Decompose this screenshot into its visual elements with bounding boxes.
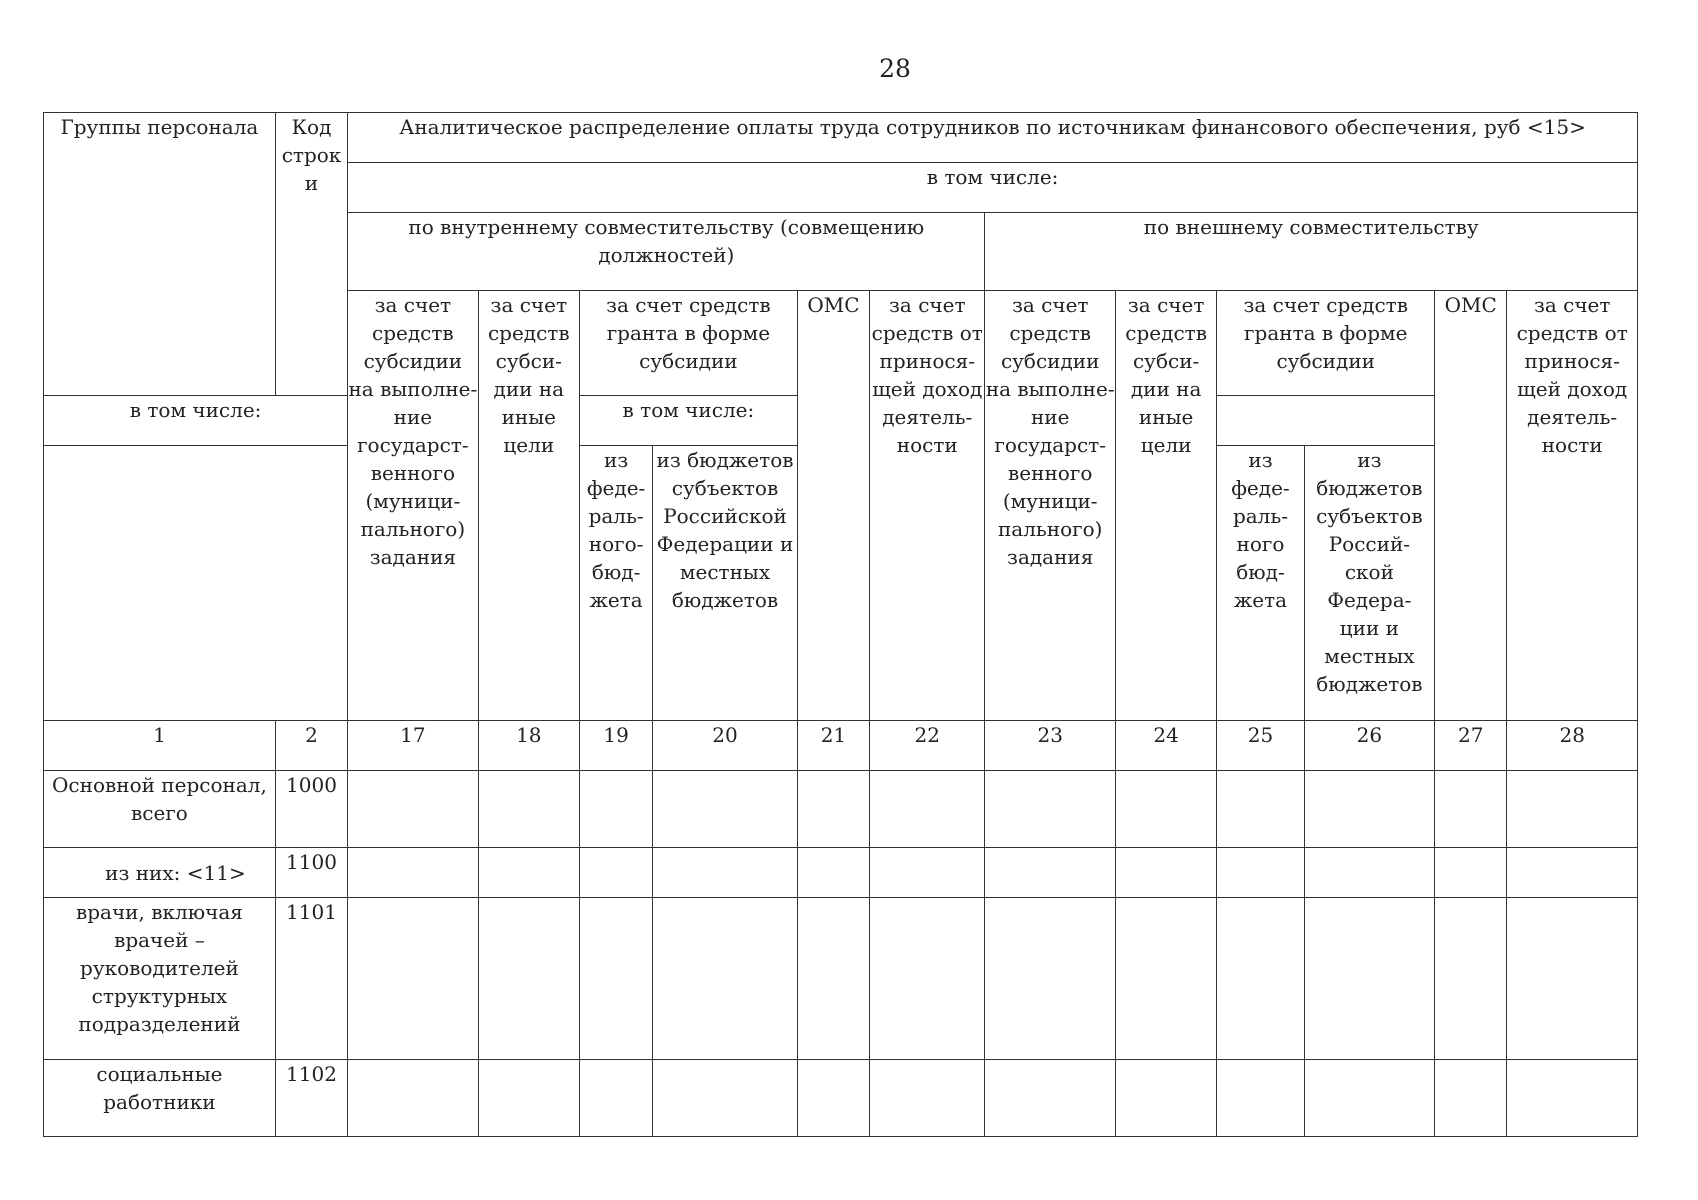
table-row — [44, 898, 1638, 1060]
int-grant-including: в том числе: — [44, 396, 348, 446]
int-federal: из феде- раль- ного- бюд- жета — [579, 446, 652, 721]
row-code: 1000 — [275, 771, 347, 848]
label-spacer — [44, 446, 348, 721]
row-code: 1101 — [275, 898, 347, 1060]
row-group: врачи, включая врачей – руководителей структурных подразделений — [44, 898, 276, 1060]
data-cell[interactable] — [348, 771, 478, 848]
data-cell[interactable] — [797, 1060, 869, 1137]
table-row — [44, 771, 1638, 848]
int-subsidy-other: за счет средств субси- дии на иные цели — [478, 291, 579, 721]
data-cell[interactable] — [1507, 771, 1638, 848]
ext-grant: за счет средств гранта в форме субсидии — [1217, 291, 1435, 396]
row-group: из них: <11> — [44, 848, 276, 898]
ext-subsidy-other: за счет средств субси- дии на иные цели — [1115, 291, 1216, 721]
int-subsidy-task: за счет средств субсидии на выполне- ние государст- венного (муници- пального) задания — [348, 291, 478, 721]
data-cell[interactable] — [653, 848, 798, 898]
data-cell[interactable] — [478, 771, 579, 848]
data-cell[interactable] — [478, 848, 579, 898]
data-cell[interactable] — [1115, 771, 1216, 848]
header-external: по внешнему совместительству — [985, 213, 1638, 291]
col-num: 24 — [1115, 721, 1216, 771]
col-num: 26 — [1304, 721, 1434, 771]
col-num: 25 — [1217, 721, 1304, 771]
data-cell[interactable] — [985, 898, 1115, 1060]
header-groups: Группы персонала — [44, 113, 276, 396]
row-group: Основной персонал, всего — [44, 771, 276, 848]
col-num: 27 — [1435, 721, 1507, 771]
data-cell[interactable] — [797, 771, 869, 848]
data-cell[interactable] — [478, 1060, 579, 1137]
data-cell[interactable] — [1435, 898, 1507, 1060]
data-cell[interactable] — [1217, 1060, 1304, 1137]
int-regional: из бюджетов субъектов Российской Федерации и местных бюджетов — [653, 446, 798, 721]
data-cell[interactable] — [985, 848, 1115, 898]
data-cell[interactable] — [1435, 771, 1507, 848]
int-oms: ОМС — [797, 291, 869, 721]
ext-regional: из бюджетов субъектов Россий- ской Федера- ции и местных бюджетов — [1304, 446, 1434, 721]
data-cell[interactable] — [1217, 898, 1304, 1060]
data-cell[interactable] — [1304, 771, 1434, 848]
data-cell[interactable] — [1507, 1060, 1638, 1137]
col-num: 20 — [653, 721, 798, 771]
ext-subsidy-task: за счет средств субсидии на выполне- ние государст- венного (муници- пального) задания — [985, 291, 1115, 721]
ext-federal: из феде- раль- ного бюд- жета — [1217, 446, 1304, 721]
data-cell[interactable] — [478, 898, 579, 1060]
data-cell[interactable] — [1115, 1060, 1216, 1137]
data-cell[interactable] — [1507, 848, 1638, 898]
ext-income: за счет средств от принося- щей доход деятель- ности — [1507, 291, 1638, 721]
header-including: в том числе: — [348, 163, 1638, 213]
data-cell[interactable] — [579, 898, 652, 1060]
data-cell[interactable] — [1115, 848, 1216, 898]
data-cell[interactable] — [348, 898, 478, 1060]
data-cell[interactable] — [985, 771, 1115, 848]
col-num: 22 — [870, 721, 985, 771]
col-num: 18 — [478, 721, 579, 771]
data-cell[interactable] — [870, 898, 985, 1060]
data-cell[interactable] — [870, 771, 985, 848]
data-cell[interactable] — [1217, 771, 1304, 848]
data-cell[interactable] — [797, 848, 869, 898]
col-num: 2 — [275, 721, 347, 771]
data-cell[interactable] — [1435, 1060, 1507, 1137]
int-grant: за счет средств гранта в форме субсидии — [579, 291, 797, 396]
row-group: социальные работники — [44, 1060, 276, 1137]
data-cell[interactable] — [653, 771, 798, 848]
col-num: 28 — [1507, 721, 1638, 771]
data-cell[interactable] — [1304, 898, 1434, 1060]
staff-payroll-table — [43, 112, 1638, 1137]
data-cell[interactable] — [653, 1060, 798, 1137]
data-cell[interactable] — [653, 898, 798, 1060]
data-cell[interactable] — [1304, 1060, 1434, 1137]
col-num: 19 — [579, 721, 652, 771]
data-cell[interactable] — [348, 848, 478, 898]
int-income: за счет средств от принося- щей доход деятель- ности — [870, 291, 985, 721]
data-cell[interactable] — [1217, 848, 1304, 898]
row-code: 1102 — [275, 1060, 347, 1137]
table-row — [44, 848, 1638, 898]
data-cell[interactable] — [579, 1060, 652, 1137]
col-num: 17 — [348, 721, 478, 771]
ext-grant-including: в том числе: — [579, 396, 797, 446]
data-cell[interactable] — [1507, 898, 1638, 1060]
table-row — [44, 1060, 1638, 1137]
data-cell[interactable] — [985, 1060, 1115, 1137]
col-num: 23 — [985, 721, 1115, 771]
data-cell[interactable] — [1435, 848, 1507, 898]
header-code: Код строк и — [275, 113, 347, 396]
data-cell[interactable] — [579, 848, 652, 898]
header-main: Аналитическое распределение оплаты труда сотрудников по источникам финансового обеспечения, руб <15> — [348, 113, 1638, 163]
ext-oms: ОМС — [1435, 291, 1507, 721]
col-num: 1 — [44, 721, 276, 771]
row-code: 1100 — [275, 848, 347, 898]
data-cell[interactable] — [579, 771, 652, 848]
data-cell[interactable] — [1115, 898, 1216, 1060]
header-internal: по внутреннему совместительству (совмещению должностей) — [348, 213, 985, 291]
data-cell[interactable] — [870, 1060, 985, 1137]
col-num: 21 — [797, 721, 869, 771]
data-cell[interactable] — [797, 898, 869, 1060]
page-number: 28 — [879, 54, 911, 83]
data-cell[interactable] — [1304, 848, 1434, 898]
data-cell[interactable] — [870, 848, 985, 898]
data-cell[interactable] — [348, 1060, 478, 1137]
